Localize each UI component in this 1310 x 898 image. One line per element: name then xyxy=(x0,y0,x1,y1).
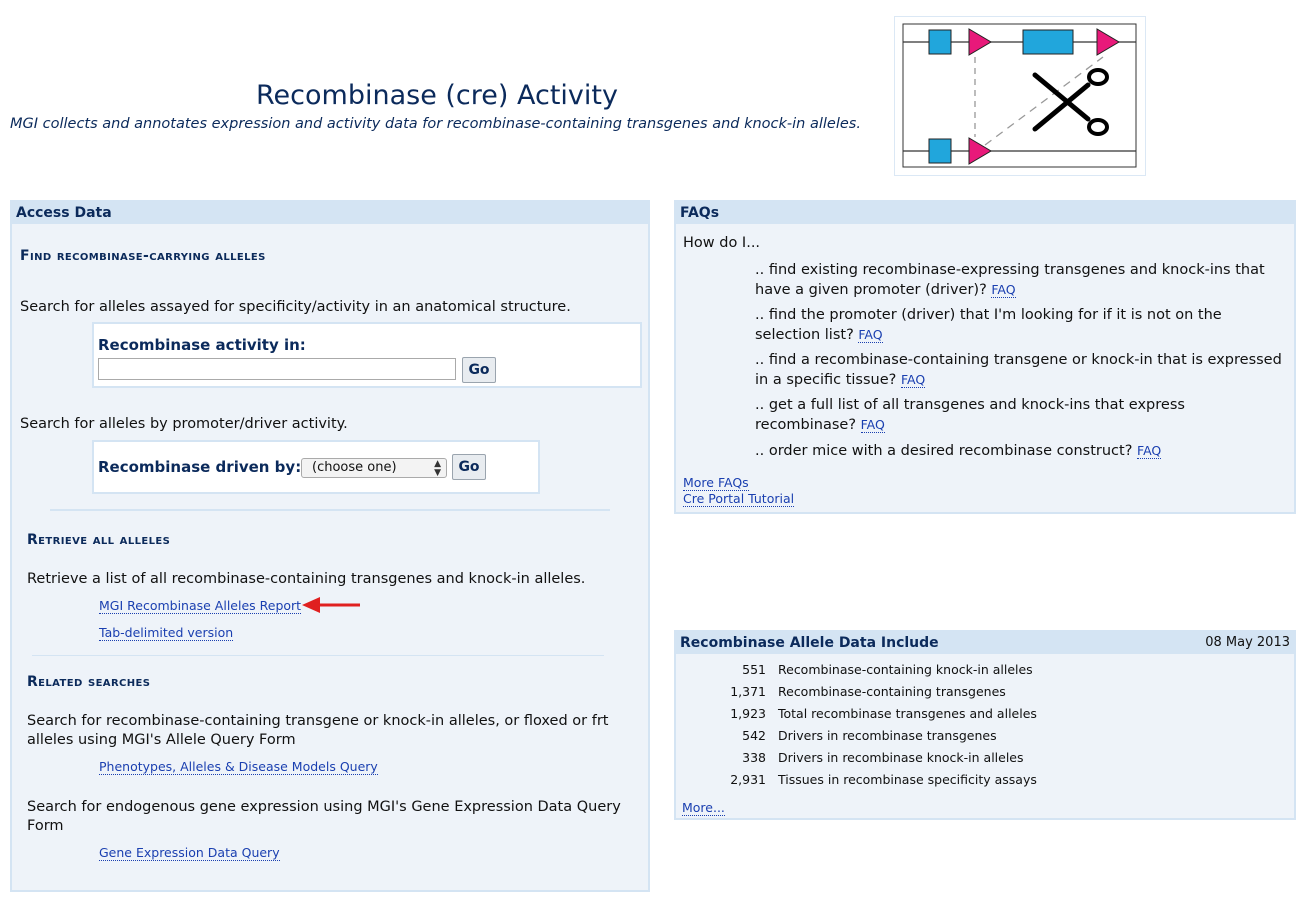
driver-search-description: Search for alleles by promoter/driver activity. xyxy=(20,416,348,432)
faq-item xyxy=(755,261,1290,300)
stat-count: 338 xyxy=(742,750,766,765)
stat-label: Recombinase-containing transgenes xyxy=(778,684,1006,699)
stat-count: 2,931 xyxy=(730,772,766,787)
faq-item xyxy=(755,306,1290,345)
gene-expression-description: Search for endogenous gene expression using MGI's Gene Expression Data Query Form xyxy=(27,799,621,834)
stat-label: Recombinase-containing knock-in alleles xyxy=(778,662,1033,677)
stat-label: Drivers in recombinase transgenes xyxy=(778,728,997,743)
faqs-intro: How do I... xyxy=(683,235,761,251)
faq-question: .. find the promoter (driver) that I'm looking for if it is not on the selection list? xyxy=(755,307,1222,343)
faq-item xyxy=(755,396,1195,435)
stat-count: 542 xyxy=(742,728,766,743)
faq-link[interactable]: FAQ xyxy=(860,417,885,432)
retrieve-description: Retrieve a list of all recombinase-containing transgenes and knock-in alleles. xyxy=(27,571,586,587)
more-stats-link[interactable]: More... xyxy=(682,800,725,815)
access-data-header: Access Data xyxy=(12,202,648,224)
faq-item xyxy=(755,351,1290,390)
activity-go-button[interactable]: Go xyxy=(462,357,496,383)
driver-selected-value: (choose one) xyxy=(312,460,397,475)
allele-query-description: Search for recombinase-containing transgene or knock-in alleles, or floxed or frt alleles using MGI's Allele Query Form xyxy=(27,713,609,748)
stat-label: Total recombinase transgenes and alleles xyxy=(778,706,1037,721)
activity-label: Recombinase activity in: xyxy=(98,336,306,354)
section-divider xyxy=(32,655,604,656)
cre-portal-tutorial-link[interactable]: Cre Portal Tutorial xyxy=(683,491,795,506)
tab-delimited-link[interactable]: Tab-delimited version xyxy=(99,625,234,640)
driver-go-button[interactable]: Go xyxy=(452,454,486,480)
faqs-panel xyxy=(674,200,1296,514)
select-arrows-icon: ▲ ▼ xyxy=(434,459,441,478)
gene-expression-query-link[interactable]: Gene Expression Data Query xyxy=(99,845,280,860)
driver-search-form xyxy=(92,440,540,494)
allele-data-title: Recombinase Allele Data Include xyxy=(680,635,939,651)
retrieve-alleles-title: Retrieve all alleles xyxy=(27,532,171,548)
more-faqs-link[interactable]: More FAQs xyxy=(683,475,749,490)
driver-label: Recombinase driven by: xyxy=(98,458,302,476)
section-divider xyxy=(50,509,610,511)
allele-data-date: 08 May 2013 xyxy=(1205,635,1290,650)
allele-data-panel xyxy=(674,630,1296,820)
find-alleles-title: Find recombinase-carrying alleles xyxy=(20,248,266,264)
scissors-diagram-icon xyxy=(895,17,1145,175)
faq-link[interactable]: FAQ xyxy=(858,327,883,342)
access-data-panel xyxy=(10,200,650,892)
red-left-arrow-icon xyxy=(302,596,362,614)
faq-link[interactable]: FAQ xyxy=(1137,443,1162,458)
stat-label: Tissues in recombinase specificity assays xyxy=(778,772,1037,787)
stat-count: 1,371 xyxy=(730,684,766,699)
faq-question: .. find a recombinase-containing transgene or knock-in that is expressed in a specific tissue? xyxy=(755,352,1282,388)
page-subtitle: MGI collects and annotates expression and activity data for recombinase-containing transgenes and knock-in alleles. xyxy=(10,116,861,132)
anatomy-search-description: Search for alleles assayed for specificity/activity in an anatomical structure. xyxy=(20,299,571,315)
activity-search-form xyxy=(92,322,642,388)
faq-link[interactable]: FAQ xyxy=(900,372,926,387)
stat-count: 551 xyxy=(742,662,766,677)
stat-label: Drivers in recombinase knock-in alleles xyxy=(778,750,1024,765)
activity-input[interactable] xyxy=(98,358,456,380)
recombinase-logo xyxy=(894,16,1146,176)
faq-item xyxy=(755,441,1290,461)
page-title: Recombinase (cre) Activity xyxy=(256,80,618,111)
stat-count: 1,923 xyxy=(730,706,766,721)
related-searches-title: Related searches xyxy=(27,674,151,690)
driver-select[interactable] xyxy=(301,458,447,478)
recombinase-alleles-report-link[interactable]: MGI Recombinase Alleles Report xyxy=(99,598,302,613)
allele-data-header xyxy=(676,632,1294,654)
phenotypes-alleles-query-link[interactable]: Phenotypes, Alleles & Disease Models Query xyxy=(99,759,378,774)
faq-link[interactable]: FAQ xyxy=(991,282,1016,297)
faqs-header: FAQs xyxy=(676,202,1294,224)
faq-question: .. get a full list of all transgenes and knock-ins that express recombinase? xyxy=(755,397,1185,433)
faq-question: .. order mice with a desired recombinase construct? xyxy=(755,443,1133,459)
faq-question: .. find existing recombinase-expressing transgenes and knock-ins that have a given promoter (driver)? xyxy=(755,262,1265,298)
